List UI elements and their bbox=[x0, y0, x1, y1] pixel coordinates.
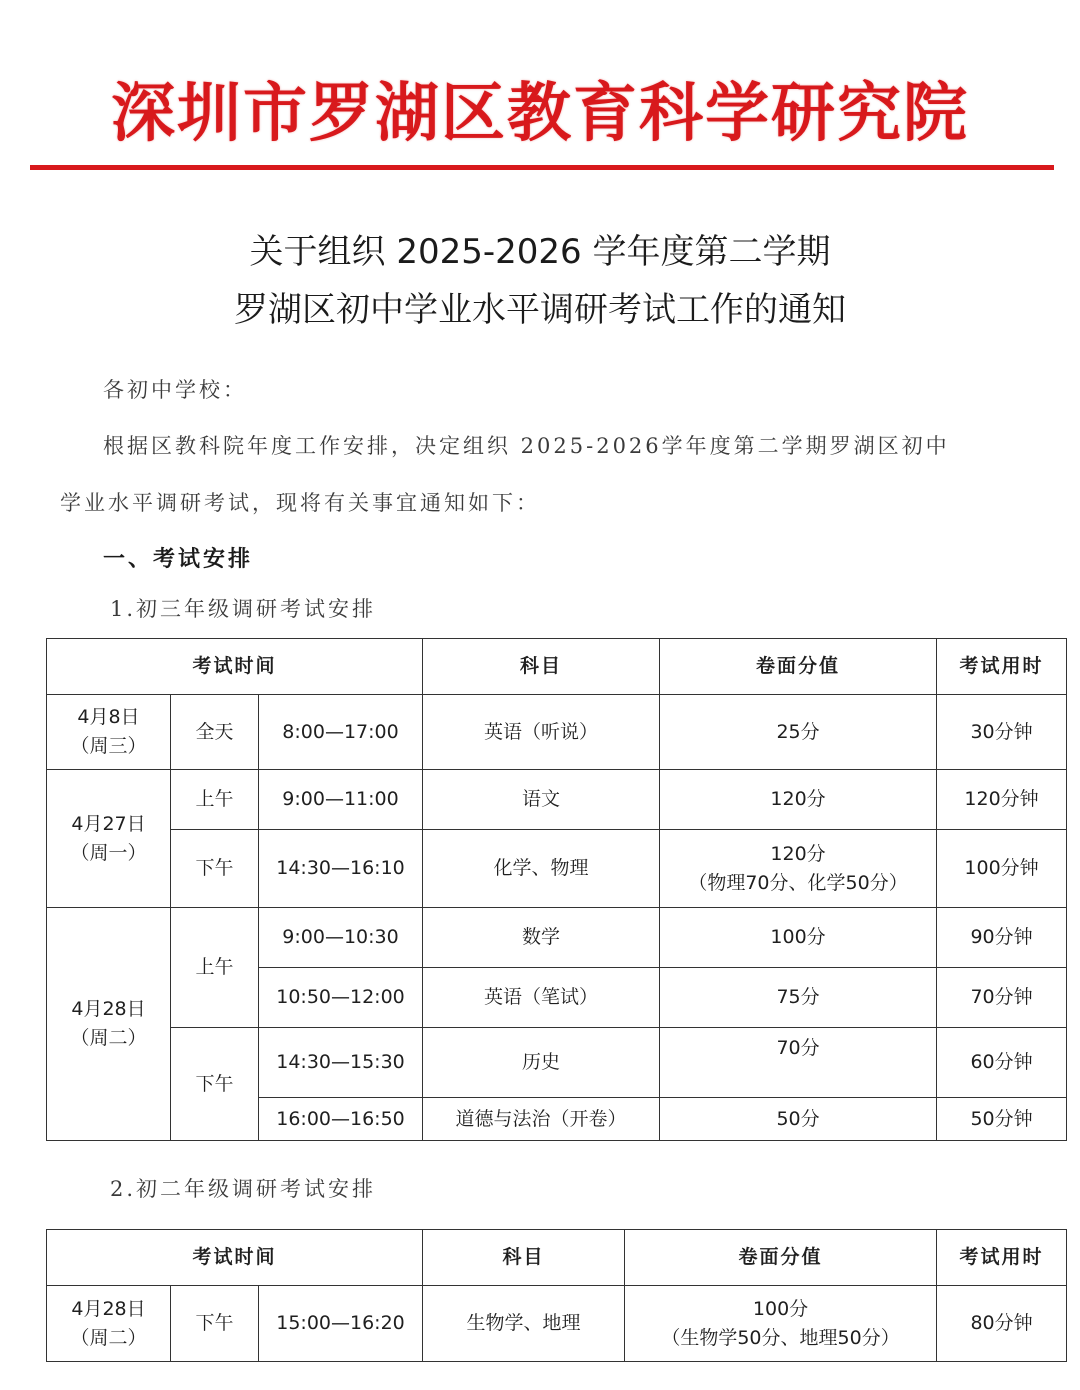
date-label: 4月28日 bbox=[71, 998, 146, 1020]
table-row bbox=[47, 695, 1067, 770]
intro-paragraph-line-1: 根据区教科院年度工作安排，决定组织 2025-2026学年度第二学期罗湖区初中 bbox=[103, 434, 950, 458]
date-cell bbox=[47, 908, 171, 1141]
date-label: 4月8日 bbox=[77, 706, 140, 728]
subject-cell: 数学 bbox=[423, 908, 660, 968]
score-cell bbox=[625, 1286, 937, 1362]
header-exam-time: 考试时间 bbox=[47, 639, 423, 695]
duration-cell: 50分钟 bbox=[937, 1098, 1067, 1141]
grade8-header-row bbox=[47, 1230, 1067, 1286]
header-exam-time: 考试时间 bbox=[47, 1230, 423, 1286]
letterhead-red-rule bbox=[30, 165, 1054, 170]
duration-cell: 120分钟 bbox=[937, 770, 1067, 830]
header-duration: 考试用时 bbox=[937, 639, 1067, 695]
score-cell: 70分 bbox=[660, 1028, 937, 1098]
date-cell bbox=[47, 1286, 171, 1362]
duration-cell: 30分钟 bbox=[937, 695, 1067, 770]
document-title-line-2: 罗湖区初中学业水平调研考试工作的通知 bbox=[234, 290, 846, 330]
score-cell: 50分 bbox=[660, 1098, 937, 1141]
section-1-heading: 一、考试安排 bbox=[103, 547, 254, 572]
header-duration: 考试用时 bbox=[937, 1230, 1067, 1286]
date-cell bbox=[47, 770, 171, 908]
subject-cell: 语文 bbox=[423, 770, 660, 830]
score-cell: 100分 bbox=[660, 908, 937, 968]
subject-cell: 英语（听说） bbox=[423, 695, 660, 770]
score-cell bbox=[660, 830, 937, 908]
score-cell: 120分 bbox=[660, 770, 937, 830]
weekday-label: （周二） bbox=[70, 1326, 147, 1349]
table-row bbox=[47, 770, 1067, 830]
header-score: 卷面分值 bbox=[625, 1230, 937, 1286]
time-cell: 8:00—17:00 bbox=[259, 695, 423, 770]
score-total: 120分 bbox=[770, 842, 826, 865]
grade9-schedule-table bbox=[46, 638, 1067, 1141]
document-title-line-1: 关于组织 2025-2026 学年度第二学期 bbox=[249, 232, 831, 272]
time-cell: 14:30—15:30 bbox=[259, 1028, 423, 1098]
intro-paragraph-line-2: 学业水平调研考试，现将有关事宜通知如下： bbox=[60, 491, 540, 515]
salutation: 各初中学校： bbox=[103, 378, 247, 402]
score-breakdown: （物理70分、化学50分） bbox=[688, 871, 908, 894]
period-cell: 上午 bbox=[171, 908, 259, 1028]
period-cell: 下午 bbox=[171, 1286, 259, 1362]
subject-cell: 历史 bbox=[423, 1028, 660, 1098]
weekday-label: （周二） bbox=[70, 1027, 147, 1049]
score-cell: 25分 bbox=[660, 695, 937, 770]
date-label: 4月28日 bbox=[71, 1297, 146, 1320]
date-label: 4月27日 bbox=[71, 812, 146, 835]
header-subject: 科目 bbox=[423, 639, 660, 695]
header-score: 卷面分值 bbox=[660, 639, 937, 695]
grade8-schedule-table bbox=[46, 1229, 1067, 1362]
grade9-subheading: 1.初三年级调研考试安排 bbox=[110, 597, 377, 621]
duration-cell: 100分钟 bbox=[937, 830, 1067, 908]
grade8-subheading: 2.初二年级调研考试安排 bbox=[110, 1177, 377, 1201]
weekday-label: （周三） bbox=[70, 735, 147, 757]
subject-cell: 道德与法治（开卷） bbox=[423, 1098, 660, 1141]
date-cell bbox=[47, 695, 171, 770]
time-cell: 9:00—11:00 bbox=[259, 770, 423, 830]
time-cell: 15:00—16:20 bbox=[259, 1286, 423, 1362]
duration-cell: 70分钟 bbox=[937, 968, 1067, 1028]
time-cell: 14:30—16:10 bbox=[259, 830, 423, 908]
subject-cell: 生物学、地理 bbox=[423, 1286, 625, 1362]
duration-cell: 60分钟 bbox=[937, 1028, 1067, 1098]
table-row bbox=[47, 1286, 1067, 1362]
score-cell: 75分 bbox=[660, 968, 937, 1028]
score-total: 100分 bbox=[752, 1297, 809, 1320]
subject-cell: 英语（笔试） bbox=[423, 968, 660, 1028]
subject-cell: 化学、物理 bbox=[423, 830, 660, 908]
time-cell: 9:00—10:30 bbox=[259, 908, 423, 968]
table-row bbox=[47, 830, 1067, 908]
duration-cell: 80分钟 bbox=[937, 1286, 1067, 1362]
period-cell: 全天 bbox=[171, 695, 259, 770]
period-cell: 下午 bbox=[171, 830, 259, 908]
grade9-header-row bbox=[47, 639, 1067, 695]
letterhead-org-name: 深圳市罗湖区教育科学研究院 bbox=[111, 76, 969, 151]
header-subject: 科目 bbox=[423, 1230, 625, 1286]
weekday-label: （周一） bbox=[70, 841, 147, 864]
score-breakdown: （生物学50分、地理50分） bbox=[661, 1326, 900, 1349]
time-cell: 16:00—16:50 bbox=[259, 1098, 423, 1141]
table-row bbox=[47, 1028, 1067, 1098]
period-cell: 下午 bbox=[171, 1028, 259, 1141]
time-cell: 10:50—12:00 bbox=[259, 968, 423, 1028]
period-cell: 上午 bbox=[171, 770, 259, 830]
table-row bbox=[47, 908, 1067, 968]
duration-cell: 90分钟 bbox=[937, 908, 1067, 968]
